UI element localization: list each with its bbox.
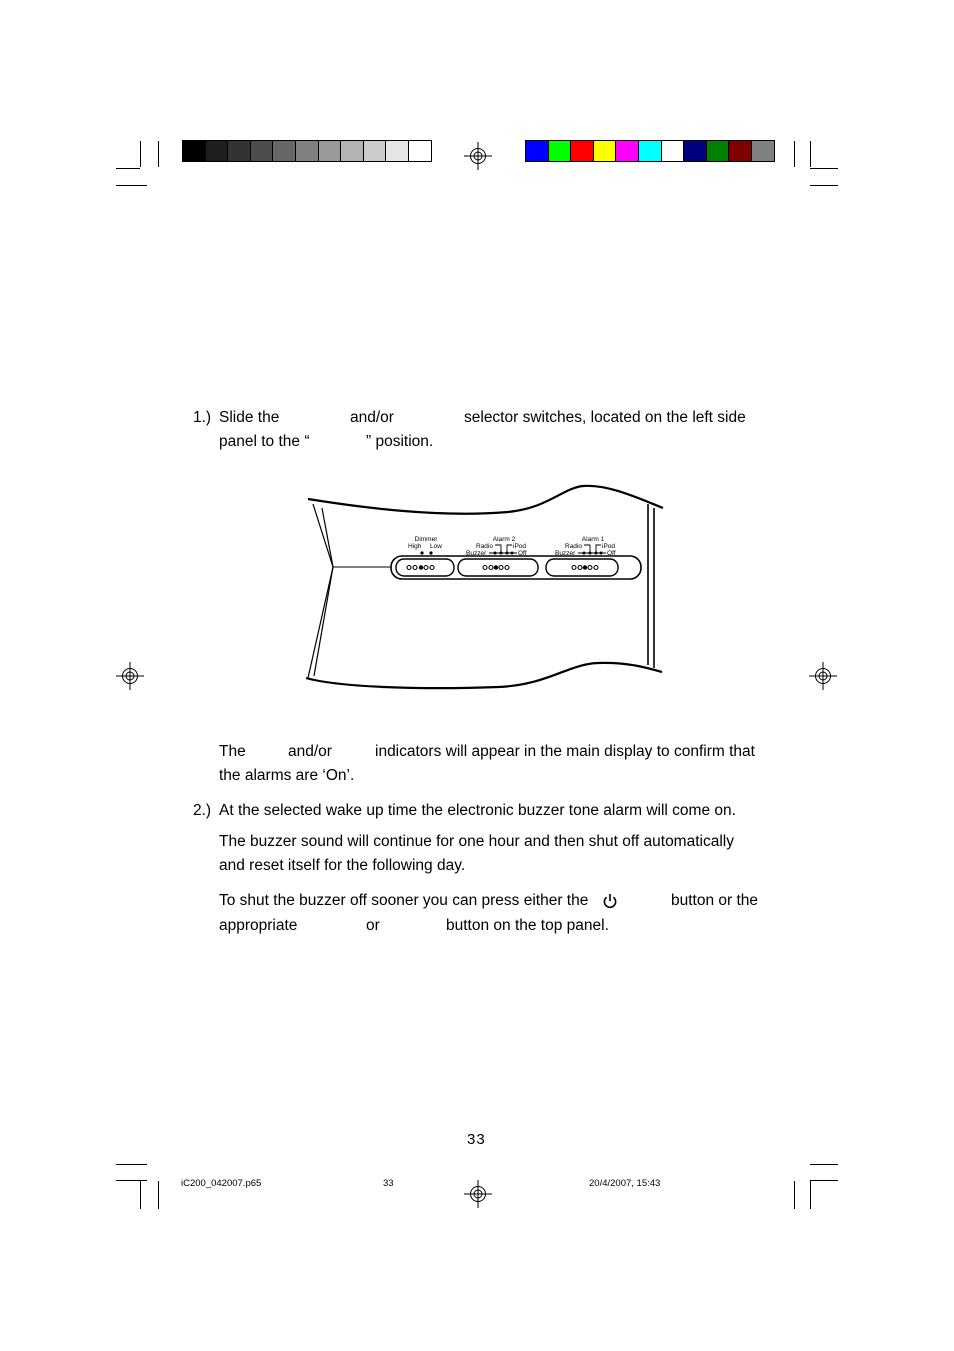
diagram-alarm1-label: Alarm 1 [581, 536, 605, 543]
crop-mark [116, 1180, 147, 1181]
color-swatch [340, 140, 364, 162]
color-swatch [525, 140, 549, 162]
step2-para2-line2: and reset itself for the following day. [219, 857, 466, 874]
crop-mark [116, 185, 147, 186]
diagram-alarm2-label: Alarm 2 [492, 536, 516, 543]
crop-mark [158, 141, 159, 167]
diagram-alarm2-off: Off [518, 550, 527, 557]
step1-position-text: ” position. [366, 433, 434, 450]
color-swatch [728, 140, 752, 162]
power-icon [602, 892, 618, 910]
diagram-alarm1-buzzer: Buzzer [555, 550, 576, 557]
registration-mark-left [116, 662, 144, 690]
step1-panel-text: panel to the “ [219, 433, 310, 450]
diagram-dimmer-label: Dimmer [414, 536, 438, 543]
crop-mark [810, 141, 811, 167]
color-swatch [548, 140, 572, 162]
indicators-line2-text: the alarms are ‘On’. [219, 767, 355, 784]
diagram-alarm2-radio: Radio [476, 543, 493, 550]
page-number: 33 [467, 1131, 486, 1148]
step1-selector-text: selector switches, located on the left side [464, 409, 746, 426]
color-swatch [318, 140, 342, 162]
color-swatch [205, 140, 229, 162]
crop-mark [810, 1164, 838, 1165]
color-swatch [250, 140, 274, 162]
registration-mark-top [464, 142, 492, 170]
crop-mark [810, 1180, 838, 1181]
color-swatch [182, 140, 206, 162]
color-swatch [615, 140, 639, 162]
step2-para2-line1: The buzzer sound will continue for one hour and then shut off automatically [219, 833, 734, 850]
registration-mark-right [809, 662, 837, 690]
color-swatch [706, 140, 730, 162]
indicators-rest-text: indicators will appear in the main display to confirm that [375, 743, 755, 760]
indicators-the-text: The [219, 743, 246, 760]
step1-number: 1.) [193, 409, 212, 426]
color-swatch [661, 140, 685, 162]
registration-mark-bottom [464, 1180, 492, 1208]
color-swatch [363, 140, 387, 162]
diagram-low-label: Low [430, 543, 442, 550]
color-swatch [272, 140, 296, 162]
color-swatch [385, 140, 409, 162]
diagram-high-label: High [408, 543, 422, 550]
color-swatch [593, 140, 617, 162]
color-swatch [751, 140, 775, 162]
step1-slide-text: Slide the [219, 409, 280, 426]
footer-date: 20/4/2007, 15:43 [589, 1178, 661, 1189]
indicators-andor-text: and/or [288, 743, 332, 760]
color-swatch [683, 140, 707, 162]
step1-andor-text: and/or [350, 409, 394, 426]
crop-mark [810, 168, 838, 169]
crop-mark [140, 1181, 141, 1209]
crop-mark [794, 141, 795, 167]
diagram-alarm2-ipod: iPod [513, 543, 527, 550]
side-panel-diagram [298, 482, 670, 694]
color-swatch [638, 140, 662, 162]
diagram-alarm2-buzzer: Buzzer [466, 550, 487, 557]
crop-mark [810, 1181, 811, 1209]
crop-mark [794, 1181, 795, 1209]
step2-or-text: or [366, 917, 380, 934]
color-swatch [570, 140, 594, 162]
crop-mark [158, 1181, 159, 1209]
step2-appropriate-text: appropriate [219, 917, 298, 934]
diagram-alarm1-radio: Radio [565, 543, 582, 550]
crop-mark [810, 185, 838, 186]
crop-mark [116, 1164, 147, 1165]
step2-para3-end: button or the [671, 892, 759, 909]
color-swatch [227, 140, 251, 162]
step2-para3-start: To shut the buzzer off sooner you can press either the [219, 892, 589, 909]
footer-page: 33 [383, 1178, 394, 1189]
crop-mark [140, 141, 141, 167]
step2-top-panel-text: button on the top panel. [446, 917, 609, 934]
diagram-alarm1-off: Off [607, 550, 616, 557]
step2-line1: At the selected wake up time the electronic buzzer tone alarm will come on. [219, 802, 736, 819]
color-swatch [295, 140, 319, 162]
footer-file-name: iC200_042007.p65 [181, 1178, 262, 1189]
color-swatch [408, 140, 432, 162]
crop-mark [116, 168, 140, 169]
step2-number: 2.) [193, 802, 212, 819]
diagram-alarm1-ipod: iPod [602, 543, 616, 550]
